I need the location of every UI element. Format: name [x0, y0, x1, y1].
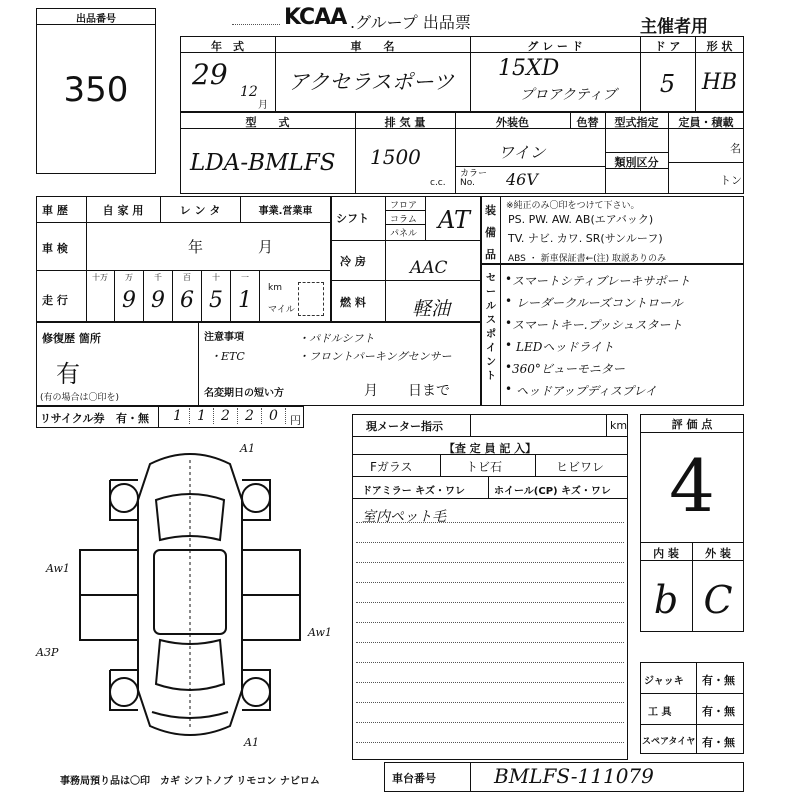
- sales-point-item: スマートシティブレーキサポート: [512, 274, 691, 288]
- inspector-ruled-line: [356, 682, 624, 683]
- mileage-digit-label: 十万: [92, 273, 108, 282]
- sales-point-item: レーダークルーズコントロール: [516, 296, 683, 310]
- name-label: 車 名: [350, 40, 395, 53]
- mark-left-rear: A3P: [36, 646, 59, 659]
- color-value: ワイン: [498, 143, 546, 162]
- recycle-label: リサイクル券: [40, 412, 105, 425]
- bullet-icon: •: [505, 338, 513, 352]
- rename-label: 名変期日の短い方: [204, 388, 284, 399]
- equipment-note: ※純正のみ〇印をつけて下さい。: [506, 201, 640, 211]
- sales-points-label: セールスポイント: [486, 273, 496, 382]
- glass-label: Fガラス: [370, 460, 413, 474]
- mileage-digit-cell[interactable]: [231, 270, 260, 322]
- type-class-label: 類別区分: [614, 156, 659, 169]
- equipment-line-3: ABS ・ 新車保証書←(注) 取説ありのみ: [508, 254, 667, 264]
- brand-logo: KCAA: [284, 5, 347, 30]
- spare-label: スペアタイヤ: [642, 737, 696, 747]
- mileage-digit-label: 百: [183, 273, 191, 282]
- model-label: 型 式: [245, 116, 290, 129]
- year-value: 29: [192, 58, 228, 91]
- mileage-label: 走 行: [42, 294, 68, 307]
- interior-score: b: [653, 578, 679, 622]
- chassis-label: 車台番号: [392, 772, 436, 785]
- doors-value: 5: [659, 70, 676, 98]
- fuel-value: 軽油: [412, 298, 451, 320]
- mileage-digit-value: 9: [122, 288, 136, 313]
- rename-day: 日まで: [408, 383, 450, 399]
- mileage-digit-label: 十: [212, 273, 220, 282]
- capacity-label: 定員・積載: [678, 116, 734, 129]
- mileage-digit-cell[interactable]: [86, 270, 115, 322]
- ac-label: 冷 房: [340, 255, 366, 268]
- chassis-number: BMLFS-111079: [494, 764, 654, 788]
- mark-right: Aw1: [308, 626, 332, 639]
- mileage-digit-cell[interactable]: [173, 270, 202, 322]
- cc-unit: c.c.: [430, 178, 446, 188]
- spare-options[interactable]: 有・無: [702, 736, 735, 749]
- inspector-section-label: 【査 定 員 記 入】: [443, 442, 537, 455]
- shift-option-floor[interactable]: フロア: [390, 201, 418, 211]
- displacement-value: 1500: [370, 145, 421, 169]
- mile-checkbox[interactable]: [298, 282, 324, 316]
- shift-option-column[interactable]: コラム: [390, 215, 417, 225]
- capacity-unit-tons: トン: [720, 174, 742, 187]
- inspector-ruled-line: [356, 642, 624, 643]
- ac-value: AAC: [410, 258, 448, 278]
- model-value: LDA-BMLFS: [190, 150, 336, 176]
- body-label: 形 状: [706, 40, 733, 53]
- bullet-icon: •: [505, 272, 513, 286]
- host-label: 主催者用: [640, 17, 708, 37]
- meter-input[interactable]: [470, 415, 606, 435]
- recycle-digit: 2: [214, 408, 238, 424]
- color-no-value: 46V: [506, 170, 538, 189]
- jack-label: ジャッキ: [644, 676, 684, 687]
- inspection-month-unit: 月: [258, 238, 274, 256]
- mileage-digit-label: 万: [125, 273, 133, 282]
- grade-line2: プロアクティブ: [520, 87, 617, 103]
- crack-label: ヒビワレ: [556, 460, 605, 474]
- shift-value: AT: [438, 206, 471, 234]
- equipment-line-1: PS. PW. AW. AB(エアバック): [508, 213, 654, 226]
- lot-number: 350: [63, 70, 129, 110]
- inspector-ruled-line: [356, 702, 624, 703]
- grade-label: グ レ ー ド: [527, 40, 583, 53]
- sales-point-item: ヘッドアップディスプレイ: [516, 384, 657, 398]
- tool-label: 工 具: [648, 707, 672, 718]
- mileage-digit-value: 6: [180, 288, 194, 313]
- history-business[interactable]: 事業.営業車: [258, 206, 313, 217]
- history-label: 車 歴: [42, 204, 68, 217]
- shift-label: シフト: [336, 212, 369, 225]
- mark-left: Aw1: [46, 562, 70, 575]
- mileage-digit-cell[interactable]: [144, 270, 173, 322]
- meter-label: 現メーター指示: [366, 420, 443, 433]
- bullet-icon: •: [505, 360, 513, 374]
- bullet-icon: •: [505, 294, 513, 308]
- inspector-ruled-line: [356, 542, 624, 543]
- inspection-label: 車 検: [42, 242, 68, 255]
- tool-options[interactable]: 有・無: [702, 705, 735, 718]
- mileage-digit-value: 5: [209, 288, 223, 313]
- mile-label: マイル: [268, 305, 295, 315]
- mileage-digit-label: 一: [241, 273, 249, 282]
- note-2: ・パドルシフト: [298, 332, 375, 345]
- form-title: .グループ 出品票: [350, 13, 471, 32]
- mileage-digit-label: 千: [154, 273, 162, 282]
- recycle-yen: 円: [290, 414, 301, 427]
- mileage-digit-cell[interactable]: [115, 270, 144, 322]
- inspector-ruled-line: [356, 602, 624, 603]
- mark-rear: A1: [244, 736, 259, 749]
- year-label: 年 式: [211, 40, 244, 53]
- body-value: HB: [701, 70, 738, 95]
- inspector-ruled-line: [356, 742, 624, 743]
- eval-label: 評 価 点: [671, 418, 713, 431]
- doors-label: ド ア: [654, 40, 681, 53]
- recycle-digit: 2: [238, 408, 262, 424]
- recycle-digit: 1: [166, 408, 190, 424]
- bullet-icon: •: [505, 382, 513, 396]
- vehicle-name: アクセラスポーツ: [288, 70, 454, 94]
- repair-label: 修復歴 箇所: [42, 332, 101, 345]
- eval-score: 4: [669, 444, 715, 528]
- equipment-label: 装備品: [485, 204, 496, 261]
- rename-month: 月: [364, 383, 378, 399]
- recycle-options[interactable]: 有・無: [116, 412, 149, 425]
- inspector-ruled-line: [356, 722, 624, 723]
- car-diagram[interactable]: [70, 440, 310, 750]
- mileage-digit-value: 1: [238, 288, 252, 313]
- inspector-ruled-line: [356, 622, 624, 623]
- inspector-ruled-line: [356, 662, 624, 663]
- repair-value: 有: [56, 360, 80, 388]
- meter-km: km: [610, 419, 628, 432]
- exterior-score: C: [703, 578, 733, 622]
- bullet-icon: •: [505, 316, 513, 330]
- lot-label: 出品番号: [76, 14, 116, 25]
- chip-label: トビ石: [466, 460, 503, 474]
- repaint-label: 色替: [576, 116, 599, 129]
- exterior-label: 外 装: [705, 547, 731, 560]
- inspection-year-unit: 年: [188, 238, 204, 256]
- month-unit: 月: [258, 100, 268, 111]
- jack-options[interactable]: 有・無: [702, 674, 735, 687]
- sales-point-item: 360°ビューモニター: [512, 362, 625, 376]
- repair-note: (有の場合は〇印を): [40, 393, 120, 403]
- sales-point-item: スマートキー.プッシュスタート: [512, 318, 683, 332]
- mileage-digit-value: 9: [151, 288, 165, 313]
- month-value: 12: [240, 84, 258, 100]
- history-rental[interactable]: レ ン タ: [179, 204, 221, 217]
- displacement-label: 排 気 量: [384, 116, 426, 129]
- inspector-ruled-line: [356, 582, 624, 583]
- color-no-label: カラー No.: [460, 169, 488, 188]
- office-items: 事務局預り品は〇印 カギ シフトノブ リモコン ナビロム: [60, 776, 320, 787]
- mileage-digit-cell[interactable]: [202, 270, 231, 322]
- mirror-label: ドアミラー キズ・ワレ: [362, 486, 465, 497]
- km-label: km: [268, 283, 282, 293]
- type-designation-label: 型式指定: [614, 116, 659, 129]
- recycle-digit: 0: [262, 408, 286, 424]
- equipment-line-2: TV. ナビ. カワ. SR(サンルーフ): [508, 232, 663, 245]
- fuel-label: 燃 料: [340, 296, 366, 309]
- history-private[interactable]: 自 家 用: [102, 204, 144, 217]
- notes-label: 注意事項: [204, 332, 244, 343]
- note-3: ・フロントパーキングセンサー: [298, 350, 452, 363]
- recycle-digit: 1: [190, 408, 214, 424]
- note-1: ・ETC: [210, 350, 245, 363]
- inspector-ruled-line: [356, 562, 624, 563]
- wheel-label: ホイール(CP) キズ・ワレ: [494, 486, 611, 497]
- shift-option-panel[interactable]: パネル: [390, 229, 418, 239]
- sales-point-item: LEDヘッドライト: [516, 340, 614, 354]
- grade-line1: 15XD: [498, 56, 560, 81]
- inspector-remark: 室内ペット毛: [362, 509, 446, 525]
- mark-front: A1: [240, 442, 255, 455]
- capacity-unit-persons: 名: [730, 142, 741, 155]
- color-label: 外装色: [496, 116, 529, 129]
- interior-label: 内 装: [653, 547, 679, 560]
